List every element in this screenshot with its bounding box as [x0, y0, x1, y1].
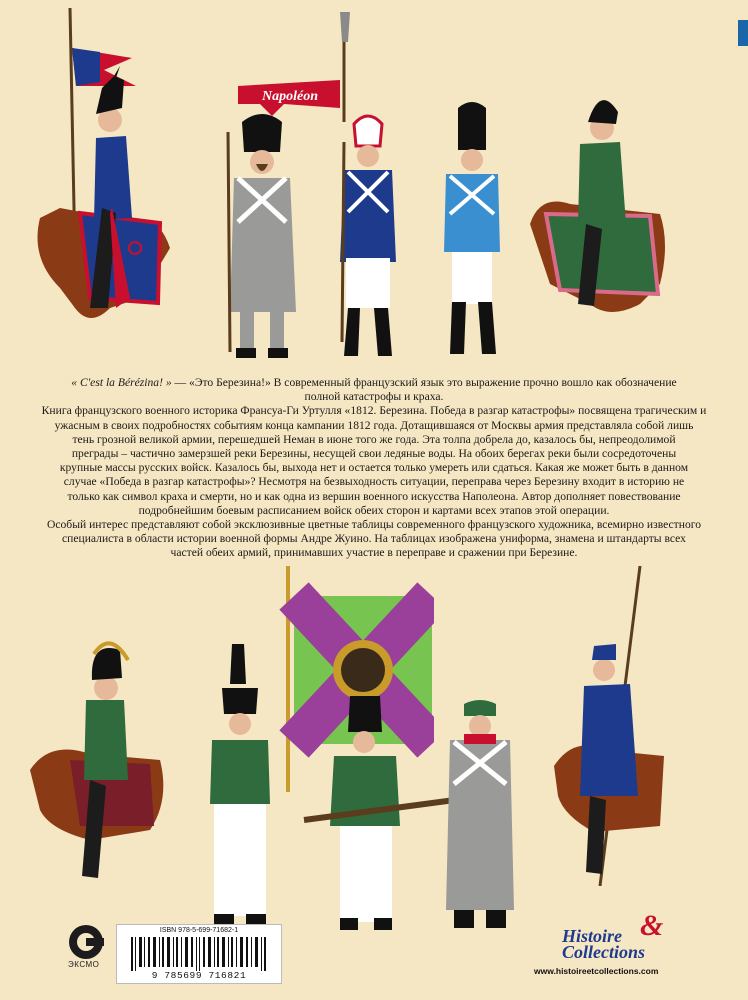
blurb-line-8: только как символ краха и смерти, но и как одна из вершин военного искусства Наполеона. Автор дополняет повествование [67, 489, 681, 503]
publisher-name: ЭКСМО [68, 960, 100, 969]
blurb-line-10: Особый интерес представляют собой эксклюзивные цветные таблицы современного французского художника, всемирно известного [46, 518, 702, 532]
blurb-line-0: « C'est la Bérézina! » — «Это Березина!» В современный французский язык это выражение прочно вошло как обозначение [71, 376, 677, 389]
eksmo-logo-icon [68, 924, 104, 960]
blurb-line-12: частей обеих армий, принимавших участие в переправе и сражении при Березине. [170, 546, 578, 560]
isbn-barcode [116, 924, 282, 984]
blurb-line-3: ужасным в своих подробностях событиям конца кампании 1812 года. Дотащившаяся от Москвы армия представляла собой лишь [54, 418, 694, 432]
isbn-label: ISBN 978-5-699-71682-1 [159, 927, 239, 934]
blurb-quote: « C'est la Bérézina! » [71, 376, 172, 389]
figure-russian-greatcoat [440, 700, 520, 932]
histoire-collections-logo [562, 909, 664, 962]
logo-line-1: Histoire [562, 926, 623, 946]
description-text [22, 376, 726, 561]
figure-dragoon-green-cavalry [530, 84, 670, 320]
figure-banner-bearer [236, 12, 356, 122]
figure-grenadier-greatcoat [222, 112, 304, 364]
logo-line-2: Collections [562, 942, 646, 962]
barcode-bars [131, 937, 267, 971]
figure-infantry-light-blue [436, 102, 508, 364]
blurb-line-6: крупные массы русских войск. Казалось бы, выхода нет и остается только умереть или сдаться. Какая же может быть в данном [59, 461, 689, 475]
figure-cuirassier-cavalry [30, 630, 170, 892]
blurb-line-11: специалиста в области истории военной формы Андре Жуино. На таблицах изображена униформа, знамена и штандарты всех [62, 532, 686, 546]
blurb-line-2: Книга французского военного историка Франсуа-Ги Уртулля «1812. Березина. Победа в разгар катастрофы» посвящена трагическим и [41, 404, 707, 418]
isbn-digits: 9 785699 716821 [151, 970, 247, 981]
publisher-url[interactable]: www.histoireetcollections.com [534, 966, 659, 976]
blurb-line-4: тень грозной великой армии, перешедшей Неман в июне того же года. Эта толпа добрела до, казалось бы, непреодолимой [72, 432, 676, 446]
banner-text: Napoléon [262, 89, 318, 104]
blurb-line-7: случае «Победа в разгар катастрофы»? Несмотря на безвыходность ситуации, переправа через Березину входит в историю не [63, 475, 685, 489]
figure-jager-green [204, 644, 276, 932]
figure-lancer-cavalry [20, 8, 170, 330]
spine-tab [738, 20, 748, 46]
figure-cossack-cavalry [554, 566, 664, 886]
blurb-line-1: полной катастрофы и краха. [304, 390, 444, 404]
logo-ampersand: & [640, 909, 664, 942]
figure-line-infantry-blue [330, 112, 406, 368]
blurb-line-9: подробнейшим боевым расписанием войск обеих сторон и картами всех этапов этой операции. [138, 503, 610, 517]
blurb-line-5: преграды – частично замерзшей реки Березины, несущей свои ледяные воды. На обоих берегах реки были сосредоточены [71, 447, 677, 461]
